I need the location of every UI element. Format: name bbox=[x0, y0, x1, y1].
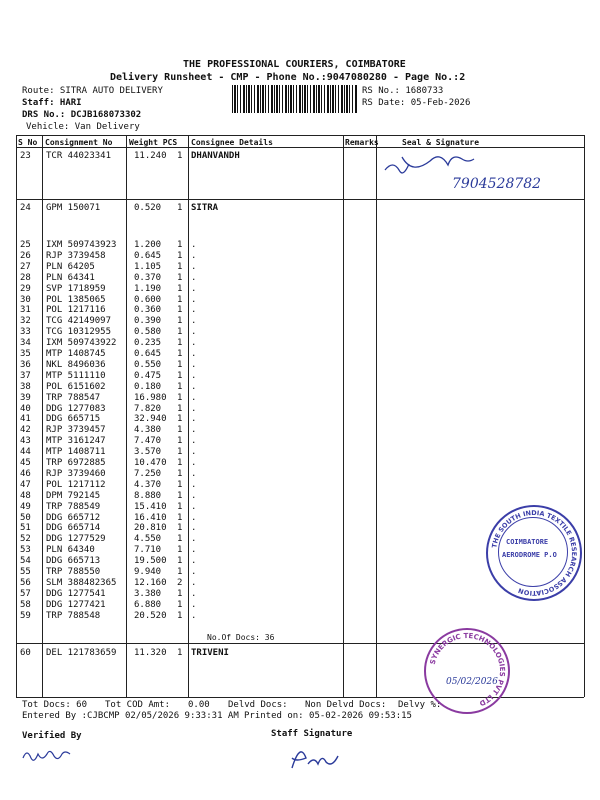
row-consignee: . bbox=[191, 381, 197, 392]
stamp1-center: COIMBATORE bbox=[506, 538, 549, 546]
row-pcs: 1 bbox=[177, 501, 183, 512]
row-consignment: DDG 665715 bbox=[46, 414, 101, 425]
stamp2-ring-text: SYNERGIC TECHNOLOGIES PVT LTD bbox=[428, 631, 507, 708]
row-sno: 31 bbox=[20, 305, 31, 316]
synergic-stamp-ring bbox=[424, 628, 510, 714]
delivered-docs: Delvd Docs: bbox=[228, 700, 288, 710]
no-of-docs: No.Of Docs: 36 bbox=[207, 633, 275, 642]
total-cod-label: Tot COD Amt: bbox=[105, 700, 171, 710]
row-pcs: 1 bbox=[177, 151, 183, 161]
row-sno: 36 bbox=[20, 359, 31, 370]
row-pcs: 1 bbox=[177, 479, 183, 490]
row-sno: 32 bbox=[20, 316, 31, 327]
col-header-sno: S No bbox=[18, 138, 38, 147]
row-consignee: . bbox=[191, 272, 197, 283]
row-weight: 1.190 bbox=[134, 283, 162, 294]
table-top-rule bbox=[16, 135, 584, 136]
row-consignee: . bbox=[191, 523, 197, 534]
row-pcs: 1 bbox=[177, 392, 183, 403]
non-delivered-docs: Non Delvd Docs: bbox=[305, 700, 387, 710]
row-pcs: 1 bbox=[177, 425, 183, 436]
row-consignment: TRP 788548 bbox=[46, 610, 101, 621]
row-weight: 4.550 bbox=[134, 534, 162, 545]
row-consignee: . bbox=[191, 588, 197, 599]
row-sno: 53 bbox=[20, 545, 31, 556]
row-pcs: 1 bbox=[177, 261, 183, 272]
row-sno: 51 bbox=[20, 523, 31, 534]
row-weight: 16.980 bbox=[134, 392, 167, 403]
row-pcs: 1 bbox=[177, 458, 183, 468]
row-consignment: SLM 388482365 bbox=[46, 577, 117, 588]
row-consignment: MTP 1408711 bbox=[46, 447, 106, 458]
row-weight: 11.240 bbox=[134, 151, 167, 161]
row-pcs: 1 bbox=[177, 599, 183, 610]
staff-label: Staff: HARI bbox=[22, 98, 82, 108]
row-pcs: 1 bbox=[177, 545, 183, 556]
row-consignee: . bbox=[191, 567, 197, 577]
row-weight: 8.880 bbox=[134, 490, 162, 501]
row-sno: 56 bbox=[20, 577, 31, 588]
col-header-remarks: Remarks bbox=[345, 138, 379, 147]
row-consignee: . bbox=[191, 349, 197, 359]
route-label: Route: SITRA AUTO DELIVERY bbox=[22, 86, 163, 96]
row-consignee: . bbox=[191, 425, 197, 436]
row-pcs: 1 bbox=[177, 436, 183, 447]
table-row bbox=[0, 305, 600, 316]
row-sno: 37 bbox=[20, 370, 31, 381]
row-consignment: TCG 42149097 bbox=[46, 316, 112, 327]
row-sno: 24 bbox=[20, 203, 31, 213]
table-row bbox=[0, 404, 600, 415]
col-header-weight-pcs: Weight PCS bbox=[129, 138, 178, 147]
row-consignment: TCR 44023341 bbox=[46, 151, 112, 161]
row-weight: 16.410 bbox=[134, 512, 167, 523]
row-consignee: TRIVENI bbox=[191, 648, 229, 658]
row-sno: 58 bbox=[20, 599, 31, 610]
row-consignment: SVP 1718959 bbox=[46, 283, 106, 294]
row-weight: 7.470 bbox=[134, 436, 162, 447]
row-sno: 45 bbox=[20, 458, 31, 468]
table-row bbox=[0, 447, 600, 458]
row-weight: 0.550 bbox=[134, 359, 162, 370]
row-consignment: DEL 121783659 bbox=[46, 648, 117, 658]
row-sno: 30 bbox=[20, 294, 31, 305]
row-sno: 52 bbox=[20, 534, 31, 545]
table-row bbox=[0, 262, 600, 273]
row-weight: 0.520 bbox=[134, 203, 162, 213]
table-row bbox=[0, 469, 600, 480]
table-row bbox=[0, 458, 600, 469]
row-weight: 0.645 bbox=[134, 349, 162, 359]
stamp2-date: 05/02/2026 bbox=[446, 677, 498, 687]
row-weight: 4.370 bbox=[134, 479, 162, 490]
row-consignee: . bbox=[191, 283, 197, 294]
row-consignment: TRP 6972885 bbox=[46, 458, 106, 468]
row-consignee: . bbox=[191, 250, 197, 261]
staff-signature bbox=[288, 744, 348, 774]
row-pcs: 1 bbox=[177, 305, 183, 316]
row-consignee: . bbox=[191, 294, 197, 305]
row-consignment: DDG 1277083 bbox=[46, 403, 106, 414]
table-row bbox=[0, 611, 600, 622]
table-row bbox=[0, 648, 600, 659]
row-pcs: 1 bbox=[177, 447, 183, 458]
row-consignment: TCG 10312955 bbox=[46, 327, 112, 338]
table-row bbox=[0, 349, 600, 360]
row-consignment: MTP 1408745 bbox=[46, 349, 106, 359]
row-weight: 7.820 bbox=[134, 403, 162, 414]
table-row bbox=[0, 316, 600, 327]
row-pcs: 1 bbox=[177, 240, 183, 250]
row-weight: 7.710 bbox=[134, 545, 162, 556]
row-sno: 50 bbox=[20, 512, 31, 523]
row-pcs: 1 bbox=[177, 359, 183, 370]
row-pcs: 1 bbox=[177, 610, 183, 621]
row-weight: 15.410 bbox=[134, 501, 167, 512]
table-row bbox=[0, 273, 600, 284]
row-consignee: . bbox=[191, 327, 197, 338]
row-pcs: 1 bbox=[177, 203, 183, 213]
row-weight: 3.380 bbox=[134, 588, 162, 599]
row-pcs: 1 bbox=[177, 272, 183, 283]
row-sno: 49 bbox=[20, 501, 31, 512]
table-row bbox=[0, 360, 600, 371]
row-sno: 60 bbox=[20, 648, 31, 658]
row-weight: 0.180 bbox=[134, 381, 162, 392]
table-row bbox=[0, 251, 600, 262]
row-pcs: 1 bbox=[177, 648, 183, 658]
total-cod-amount: 0.00 bbox=[188, 700, 210, 710]
row-consignment: RJP 3739458 bbox=[46, 250, 106, 261]
row-consignment: PLN 64340 bbox=[46, 545, 95, 556]
row-weight: 20.810 bbox=[134, 523, 167, 534]
row-sno: 33 bbox=[20, 327, 31, 338]
table-row bbox=[0, 436, 600, 447]
col-header-seal: Seal & Signature bbox=[402, 138, 480, 147]
row-weight: 0.475 bbox=[134, 370, 162, 381]
row-consignee: . bbox=[191, 392, 197, 403]
row-consignment: POL 1217112 bbox=[46, 479, 106, 490]
total-docs: Tot Docs: 60 bbox=[22, 700, 88, 710]
row-consignee: . bbox=[191, 316, 197, 327]
row-pcs: 1 bbox=[177, 468, 183, 479]
table-row bbox=[0, 480, 600, 491]
row-consignee: . bbox=[191, 359, 197, 370]
entered-by: Entered By :CJBCMP 02/05/2026 9:33:31 AM bbox=[22, 711, 239, 721]
printed-on: Printed on: 05-02-2026 09:53:15 bbox=[244, 711, 412, 721]
row-sno: 40 bbox=[20, 403, 31, 414]
row-consignee: . bbox=[191, 447, 197, 458]
row-weight: 19.500 bbox=[134, 556, 167, 567]
row-pcs: 1 bbox=[177, 316, 183, 327]
table-row bbox=[0, 240, 600, 251]
row-pcs: 1 bbox=[177, 349, 183, 359]
table-row bbox=[0, 382, 600, 393]
rs-number: RS No.: 1680733 bbox=[362, 86, 444, 96]
row-sno: 48 bbox=[20, 490, 31, 501]
row-consignee: DHANVANDH bbox=[191, 151, 240, 161]
row-pcs: 1 bbox=[177, 250, 183, 261]
stamp1-ring-text: THE SOUTH INDIA TEXTILE RESEARCH ASSOCIATION bbox=[490, 508, 579, 598]
row-consignment: DDG 665714 bbox=[46, 523, 101, 534]
row-weight: 1.200 bbox=[134, 240, 162, 250]
table-row bbox=[0, 284, 600, 295]
row-sno: 43 bbox=[20, 436, 31, 447]
row-weight: 6.880 bbox=[134, 599, 162, 610]
runsheet-subtitle: Delivery Runsheet - CMP - Phone No.:9047080280 - Page No.:2 bbox=[110, 72, 466, 83]
table-row bbox=[0, 414, 600, 425]
row-rule bbox=[16, 199, 584, 200]
row-sno: 57 bbox=[20, 588, 31, 599]
row-consignee: . bbox=[191, 338, 197, 349]
row-weight: 20.520 bbox=[134, 610, 167, 621]
table-row bbox=[0, 491, 600, 502]
row-weight: 1.105 bbox=[134, 261, 162, 272]
row-sno: 38 bbox=[20, 381, 31, 392]
row-weight: 0.235 bbox=[134, 338, 162, 349]
row-consignee: . bbox=[191, 414, 197, 425]
company-title: THE PROFESSIONAL COURIERS, COIMBATORE bbox=[183, 59, 406, 70]
row-consignee: . bbox=[191, 512, 197, 523]
row-pcs: 1 bbox=[177, 381, 183, 392]
row-sno: 59 bbox=[20, 610, 31, 621]
table-row bbox=[0, 338, 600, 349]
row-weight: 0.645 bbox=[134, 250, 162, 261]
row-weight: 3.570 bbox=[134, 447, 162, 458]
row-sno: 35 bbox=[20, 349, 31, 359]
row-consignment: DDG 665713 bbox=[46, 556, 101, 567]
row-consignee: . bbox=[191, 458, 197, 468]
table-row bbox=[0, 371, 600, 382]
row-consignee: . bbox=[191, 556, 197, 567]
barcode bbox=[232, 85, 358, 113]
row-pcs: 1 bbox=[177, 556, 183, 567]
row-pcs: 1 bbox=[177, 403, 183, 414]
delivery-percent: Delvy %: bbox=[398, 700, 442, 710]
row-sno: 27 bbox=[20, 261, 31, 272]
row-sno: 46 bbox=[20, 468, 31, 479]
row-consignment: TRP 788547 bbox=[46, 392, 101, 403]
col-header-consignee: Consignee Details bbox=[191, 138, 273, 147]
row-pcs: 1 bbox=[177, 283, 183, 294]
row-pcs: 1 bbox=[177, 588, 183, 599]
row-consignee: . bbox=[191, 534, 197, 545]
row-consignee: . bbox=[191, 436, 197, 447]
handwritten-phone: 7904528782 bbox=[452, 176, 542, 192]
row-weight: 4.380 bbox=[134, 425, 162, 436]
row-consignment: NKL 8496036 bbox=[46, 359, 106, 370]
row-pcs: 1 bbox=[177, 512, 183, 523]
row-weight: 7.250 bbox=[134, 468, 162, 479]
row-consignment: DDG 1277421 bbox=[46, 599, 106, 610]
row-consignment: DPM 792145 bbox=[46, 490, 101, 501]
row-sno: 55 bbox=[20, 567, 31, 577]
row-weight: 0.360 bbox=[134, 305, 162, 316]
row-weight: 12.160 bbox=[134, 577, 167, 588]
row-pcs: 1 bbox=[177, 534, 183, 545]
row-consignee: . bbox=[191, 577, 197, 588]
row-consignment: POL 1217116 bbox=[46, 305, 106, 316]
table-row bbox=[0, 393, 600, 404]
row-weight: 0.580 bbox=[134, 327, 162, 338]
row-consignee: . bbox=[191, 479, 197, 490]
row-consignee: . bbox=[191, 305, 197, 316]
row-weight: 9.940 bbox=[134, 567, 162, 577]
row-pcs: 1 bbox=[177, 294, 183, 305]
row-consignee: . bbox=[191, 370, 197, 381]
row-consignment: POL 6151602 bbox=[46, 381, 106, 392]
row-weight: 0.390 bbox=[134, 316, 162, 327]
stamp1-center2: AERODROME P.O bbox=[502, 551, 557, 559]
row-consignment: DDG 1277529 bbox=[46, 534, 106, 545]
row-sno: 25 bbox=[20, 240, 31, 250]
row-pcs: 1 bbox=[177, 327, 183, 338]
row-sno: 44 bbox=[20, 447, 31, 458]
col-header-consignment: Consignment No bbox=[45, 138, 113, 147]
row-consignment: GPM 150071 bbox=[46, 203, 101, 213]
row-weight: 32.940 bbox=[134, 414, 167, 425]
row-consignment: IXM 509743922 bbox=[46, 338, 117, 349]
row-sno: 39 bbox=[20, 392, 31, 403]
row-sno: 42 bbox=[20, 425, 31, 436]
row-sno: 41 bbox=[20, 414, 31, 425]
row-sno: 47 bbox=[20, 479, 31, 490]
row-consignee: . bbox=[191, 610, 197, 621]
row-consignee: . bbox=[191, 468, 197, 479]
table-row bbox=[0, 425, 600, 436]
row-weight: 11.320 bbox=[134, 648, 167, 658]
svg-text:SYNERGIC TECHNOLOGIES PVT LTD bbox=[429, 632, 506, 707]
row-pcs: 1 bbox=[177, 490, 183, 501]
row-pcs: 1 bbox=[177, 370, 183, 381]
row-consignee: . bbox=[191, 599, 197, 610]
vehicle-label: Vehicle: Van Delivery bbox=[26, 122, 140, 132]
row-consignee: . bbox=[191, 490, 197, 501]
row-consignment: RJP 3739457 bbox=[46, 425, 106, 436]
row-consignment: IXM 509743923 bbox=[46, 240, 117, 250]
row-consignee: . bbox=[191, 240, 197, 250]
row-weight: 10.470 bbox=[134, 458, 167, 468]
row-consignment: MTP 3161247 bbox=[46, 436, 106, 447]
verifier-signature bbox=[20, 744, 80, 768]
row-consignment: PLN 64341 bbox=[46, 272, 95, 283]
row-sno: 54 bbox=[20, 556, 31, 567]
row-consignee: . bbox=[191, 403, 197, 414]
row-pcs: 1 bbox=[177, 414, 183, 425]
row-consignment: DDG 1277541 bbox=[46, 588, 106, 599]
table-row bbox=[0, 203, 600, 214]
table-row bbox=[0, 600, 600, 611]
row-pcs: 1 bbox=[177, 567, 183, 577]
staff-signature-label: Staff Signature bbox=[271, 729, 353, 739]
row-consignment: PLN 64205 bbox=[46, 261, 95, 272]
row-consignee: . bbox=[191, 501, 197, 512]
table-row bbox=[0, 151, 600, 162]
row-consignment: MTP 5111110 bbox=[46, 370, 106, 381]
row-consignee: . bbox=[191, 545, 197, 556]
row-sno: 23 bbox=[20, 151, 31, 161]
row-weight: 0.600 bbox=[134, 294, 162, 305]
drs-number: DRS No.: DCJB168073302 bbox=[22, 110, 142, 120]
rs-date: RS Date: 05-Feb-2026 bbox=[362, 98, 471, 108]
row-consignment: TRP 788550 bbox=[46, 567, 101, 577]
row-weight: 0.370 bbox=[134, 272, 162, 283]
row-consignment: POL 1385065 bbox=[46, 294, 106, 305]
verified-by-label: Verified By bbox=[22, 731, 82, 741]
row-consignment: DDG 665712 bbox=[46, 512, 101, 523]
table-row bbox=[0, 295, 600, 306]
row-sno: 28 bbox=[20, 272, 31, 283]
row-consignee: SITRA bbox=[191, 203, 219, 213]
row-consignment: TRP 788549 bbox=[46, 501, 101, 512]
row-pcs: 2 bbox=[177, 577, 183, 588]
row-pcs: 1 bbox=[177, 338, 183, 349]
row-pcs: 1 bbox=[177, 523, 183, 534]
table-row bbox=[0, 327, 600, 338]
row-sno: 34 bbox=[20, 338, 31, 349]
row-consignee: . bbox=[191, 261, 197, 272]
row-sno: 26 bbox=[20, 250, 31, 261]
row-sno: 29 bbox=[20, 283, 31, 294]
row-consignment: RJP 3739460 bbox=[46, 468, 106, 479]
